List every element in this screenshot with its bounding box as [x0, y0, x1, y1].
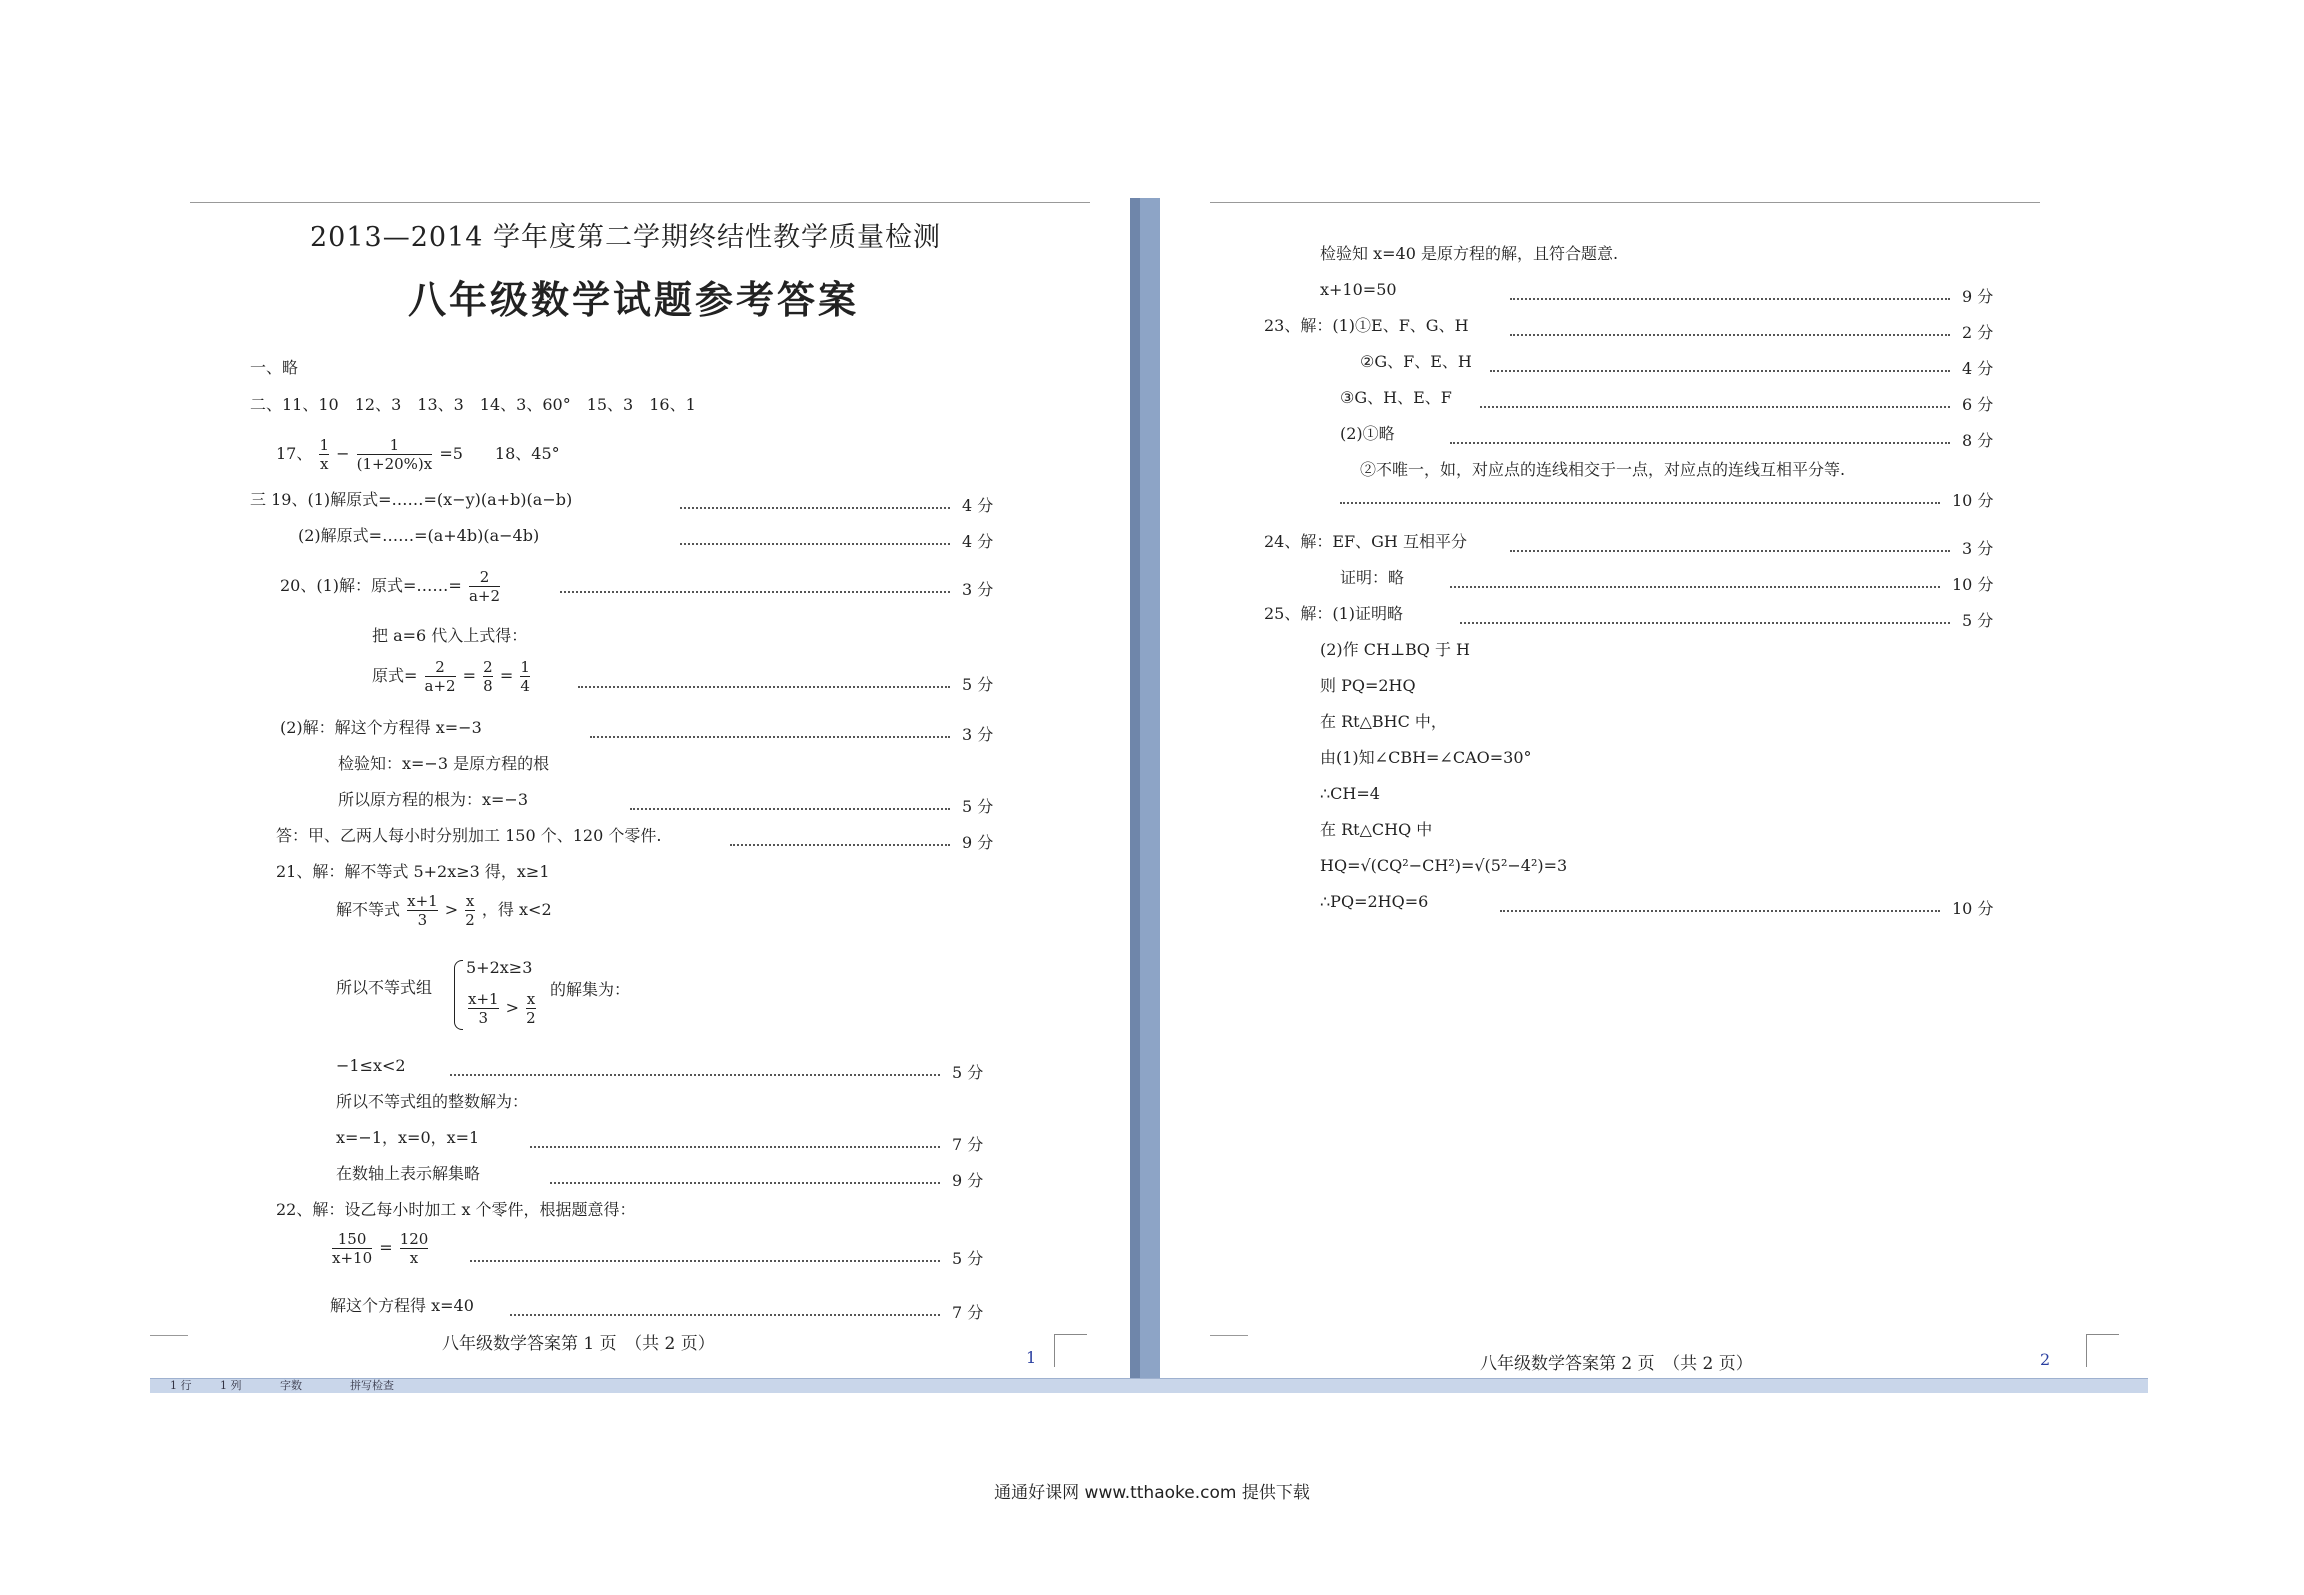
q23-part1-3: ③G、H、E、F: [1340, 388, 1452, 407]
leader-dots: [1500, 910, 1940, 912]
leader-dots: [1480, 406, 1950, 408]
leader-dots: [680, 543, 950, 545]
q23-part1-2-score: 4 分: [1962, 359, 1994, 378]
q22-equation-score: 5 分: [952, 1249, 984, 1268]
leader-dots: [560, 591, 950, 593]
status-spell-check[interactable]: 拼写检查: [350, 1379, 394, 1392]
q21-integer-label: 所以不等式组的整数解为：: [336, 1092, 529, 1111]
q17-fraction-2: $\frac{1}{(1+20\%)x}$: [356, 436, 433, 473]
q25-step-2: 则 PQ=2HQ: [1320, 676, 1416, 695]
q21-step2: 解不等式 $\frac{x+1}{3}$ > $\frac{x}{2}$ ，得 x<2: [336, 892, 552, 929]
q25-step-3: 在 Rt△BHC 中，: [1320, 712, 1447, 731]
page-top-rule: [1210, 202, 2040, 203]
leader-dots: [1510, 550, 1950, 552]
q24-answer-score: 3 分: [1962, 539, 1994, 558]
footer-rule: [150, 1335, 188, 1336]
q17-label: 17、: [276, 444, 313, 463]
q17-fraction-1: $\frac{1}{x}$: [319, 436, 330, 473]
leader-dots: [550, 1182, 940, 1184]
q23-part1-1-score: 2 分: [1962, 323, 1994, 342]
q20-evaluation-score: 5 分: [962, 675, 994, 694]
q19-part1-score: 4 分: [962, 496, 994, 515]
q25-step-5: ∴CH=4: [1320, 784, 1380, 803]
footer-rule: [1210, 1335, 1248, 1336]
q24-answer: 24、解：EF、GH 互相平分: [1264, 532, 1467, 551]
q20-fraction: $\frac{2}{a+2}$: [468, 568, 500, 605]
q20-eval-fraction-2: $\frac{2}{8}$: [483, 658, 493, 695]
page-top-rule: [190, 202, 1090, 203]
q25-step-6: 在 Rt△CHQ 中: [1320, 820, 1433, 839]
answer-title: 八年级数学试题参考答案: [408, 278, 860, 322]
q25-step-1: (2)作 CH⊥BQ 于 H: [1320, 640, 1470, 659]
download-caption: 通通好课网 www.tthaoke.com 提供下载: [994, 1483, 1310, 1503]
q23-part2-1: (2)①略: [1340, 424, 1395, 443]
leader-dots: [680, 507, 950, 509]
leader-dots: [510, 1314, 940, 1316]
q22-equation: $\frac{150}{x+10}$ = $\frac{120}{x}$: [332, 1230, 429, 1267]
leader-dots: [1510, 334, 1950, 336]
q21-step1: 21、解：解不等式 5+2x≥3 得，x≥1: [276, 862, 550, 881]
q23-part1-3-score: 6 分: [1962, 395, 1994, 414]
q22-check: 检验知 x=40 是原方程的解，且符合题意.: [1320, 244, 1619, 263]
q21-system-fraction-2: $\frac{x}{2}$: [526, 990, 536, 1027]
q21-integer-score: 7 分: [952, 1135, 984, 1154]
q19-part2: (2)解原式=……=(a+4b)(a−4b): [298, 526, 540, 545]
q25-part1: 25、解：(1)证明略: [1264, 604, 1404, 623]
q21-system-fraction-1: $\frac{x+1}{3}$: [468, 990, 499, 1027]
exam-title: 2013—2014 学年度第二学期终结性教学质量检测: [310, 222, 942, 253]
q22-solution: 解这个方程得 x=40: [330, 1296, 474, 1315]
q19-part1: 三 19、(1)解原式=……=(x−y)(a+b)(a−b): [250, 490, 573, 509]
leader-dots: [630, 808, 950, 810]
q20-part2-score: 3 分: [962, 725, 994, 744]
q20-eval-fraction-3: $\frac{1}{4}$: [520, 658, 530, 695]
q24-proof-score: 10 分: [1952, 575, 1994, 594]
scanned-document: [150, 198, 2148, 1378]
leader-dots: [578, 686, 950, 688]
q23-part2-2: ②不唯一，如，对应点的连线相交于一点，对应点的连线互相平分等.: [1360, 460, 1846, 479]
q20-eval-fraction-1: $\frac{2}{a+2}$: [424, 658, 456, 695]
q23-part1-2: ②G、F、E、H: [1360, 352, 1472, 371]
section-2-answers: 二、11、10 12、3 13、3 14、3、60° 15、3 16、1: [250, 395, 696, 414]
q21-solution-set-score: 5 分: [952, 1063, 984, 1082]
q21-solution-set: −1≤x<2: [336, 1056, 406, 1075]
q21-fraction-1: $\frac{x+1}{3}$: [407, 892, 438, 929]
status-column: 1 列: [220, 1379, 242, 1392]
q21-number-line-score: 9 分: [952, 1171, 984, 1190]
q20-substitution: 把 a=6 代入上式得：: [372, 626, 528, 645]
question-17-answer: 17、 $\frac{1}{x}$ − $\frac{1}{(1+20\%)x}$ =5 18、45°: [276, 436, 560, 473]
q21-number-line: 在数轴上表示解集略: [336, 1164, 481, 1183]
q21-system-suffix: 的解集为：: [550, 980, 631, 999]
leader-dots: [1450, 586, 1940, 588]
q22-setup: 22、解：设乙每小时加工 x 个零件，根据题意得：: [276, 1200, 636, 1219]
q25-conclusion: ∴PQ=2HQ=6: [1320, 892, 1429, 911]
q20-evaluation: 原式= $\frac{2}{a+2}$ = $\frac{2}{8}$ = $\frac{1}{4}$: [372, 658, 530, 695]
page-number-mark: 1: [1026, 1348, 1037, 1367]
leader-dots: [1450, 442, 1950, 444]
q25-step-7: HQ=√(CQ²−CH²)=√(5²−4²)=3: [1320, 856, 1568, 875]
system-brace: [454, 960, 463, 1030]
q20-check: 检验知：x=−3 是原方程的根: [338, 754, 550, 773]
q21-integer-solutions: x=−1，x=0，x=1: [336, 1128, 480, 1147]
status-bar: [150, 1378, 2148, 1393]
q22-fraction-1: $\frac{150}{x+10}$: [332, 1230, 373, 1267]
q22-answer-score: 9 分: [1962, 287, 1994, 306]
q25-part1-score: 5 分: [1962, 611, 1994, 630]
status-line: 1 行: [170, 1379, 192, 1392]
q20-conclusion-score: 9 分: [962, 833, 994, 852]
page-corner-mark: [2086, 1334, 2119, 1367]
q20-root-score: 5 分: [962, 797, 994, 816]
leader-dots: [1490, 370, 1950, 372]
page-corner-mark: [1054, 1334, 1087, 1367]
q19-part2-score: 4 分: [962, 532, 994, 551]
answer-page-1: [150, 198, 1130, 1378]
q20-part1: 20、(1)解：原式=……= $\frac{2}{a+2}$: [280, 568, 500, 605]
q21-system-label: 所以不等式组: [336, 978, 433, 997]
page-number-mark: 2: [2040, 1350, 2051, 1369]
q21-system-row1: 5+2x≥3: [466, 958, 533, 977]
leader-dots: [730, 844, 950, 846]
q23-part2-1-score: 8 分: [1962, 431, 1994, 450]
q20-part2: (2)解：解这个方程得 x=−3: [280, 718, 482, 737]
q21-system-row2: $\frac{x+1}{3}$ > $\frac{x}{2}$: [468, 990, 536, 1027]
q21-fraction-2: $\frac{x}{2}$: [465, 892, 475, 929]
leader-dots: [470, 1260, 940, 1262]
q25-step-4: 由(1)知∠CBH=∠CAO=30°: [1320, 748, 1532, 767]
section-1-answer: 一、略: [250, 358, 299, 377]
q22-solution-score: 7 分: [952, 1303, 984, 1322]
q23-part2-2-score: 10 分: [1952, 491, 1994, 510]
leader-dots: [530, 1146, 940, 1148]
q22-answer: x+10=50: [1320, 280, 1397, 299]
q20-conclusion: 答：甲、乙两人每小时分别加工 150 个、120 个零件.: [276, 826, 662, 845]
leader-dots: [450, 1074, 940, 1076]
q20-part1-score: 3 分: [962, 580, 994, 599]
leader-dots: [590, 736, 950, 738]
q25-conclusion-score: 10 分: [1952, 899, 1994, 918]
page-1-footer: 八年级数学答案第 1 页 （共 2 页）: [442, 1334, 715, 1354]
page-2-footer: 八年级数学答案第 2 页 （共 2 页）: [1480, 1354, 1753, 1374]
q22-fraction-2: $\frac{120}{x}$: [399, 1230, 429, 1267]
answer-page-2: [1160, 198, 2148, 1378]
leader-dots: [1340, 502, 1940, 504]
q23-part1-1: 23、解：(1)①E、F、G、H: [1264, 316, 1469, 335]
page-gutter: [1130, 198, 1160, 1378]
q20-root: 所以原方程的根为：x=−3: [338, 790, 529, 809]
q24-proof: 证明：略: [1340, 568, 1405, 587]
status-word-count[interactable]: 字数: [280, 1379, 302, 1392]
leader-dots: [1510, 298, 1950, 300]
leader-dots: [1460, 622, 1950, 624]
gutter-strip: [1130, 198, 1140, 1378]
